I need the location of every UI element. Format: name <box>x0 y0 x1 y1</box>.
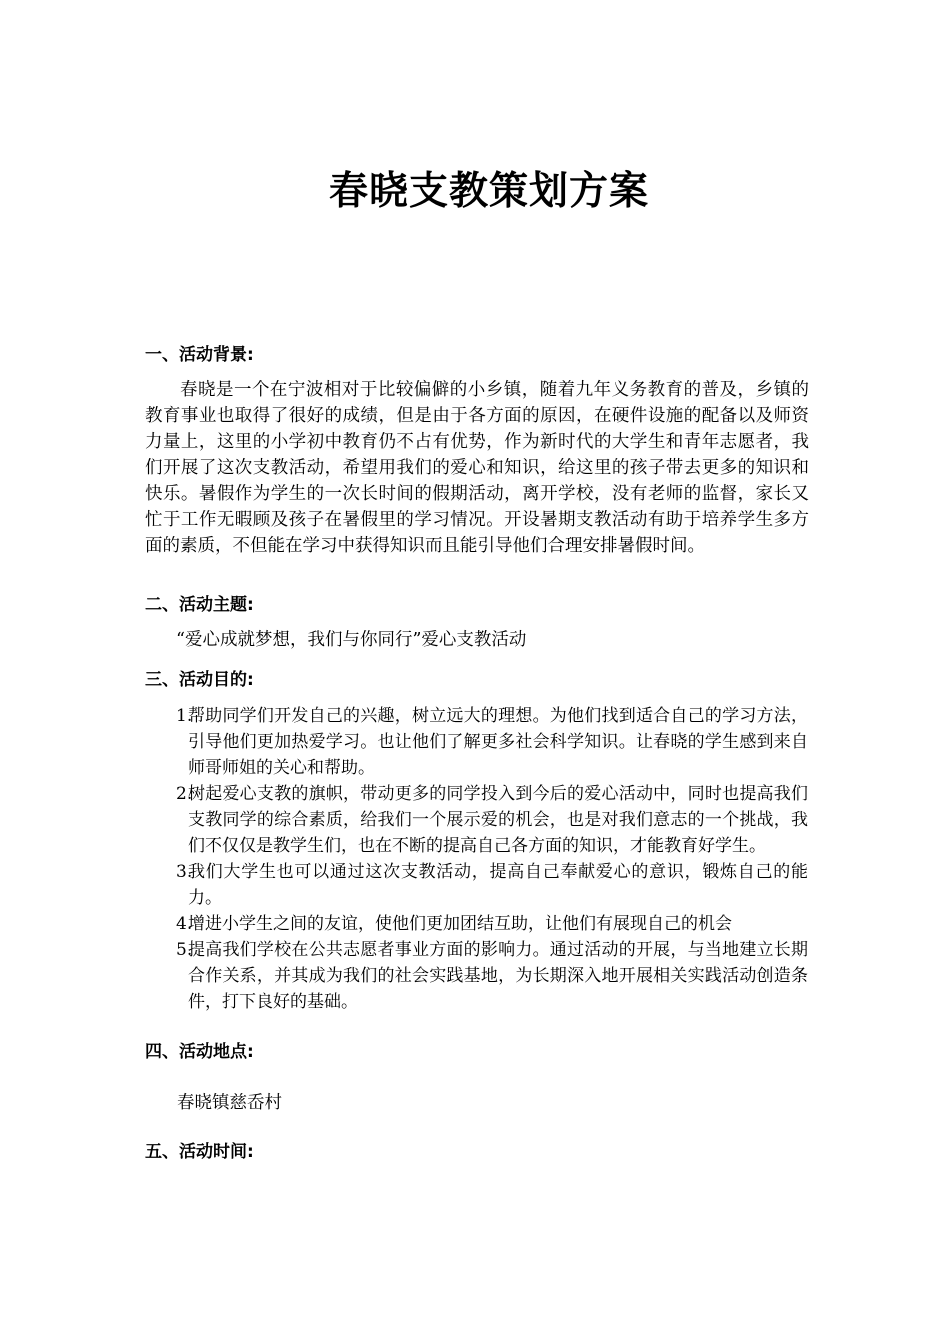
section-heading-background: 一、活动背景: <box>145 345 254 365</box>
section-body-location: 春晓镇慈岙村 <box>177 1093 282 1113</box>
list-item-text: 树起爱心支教的旗帜，带动更多的同学投入到今后的爱心活动中，同时也提高我们支教同学的综合素质，给我们一个展示爱的机会，也是对我们意志的一个挑战，我们不仅仅是教学生们，也在不断的提高自己各方面的知识，才能教育好学生。 <box>188 784 808 856</box>
section-heading-time: 五、活动时间: <box>145 1142 254 1162</box>
document-title: 春晓支教策划方案 <box>328 169 649 214</box>
list-item <box>176 703 808 781</box>
section-heading-purpose: 三、活动目的: <box>145 670 254 690</box>
list-item <box>176 859 808 911</box>
list-item-number: 5. <box>176 940 193 960</box>
list-item <box>176 937 808 1015</box>
purpose-list <box>176 703 808 1015</box>
list-item-number: 3. <box>176 862 193 882</box>
list-item-text: 增进小学生之间的友谊，使他们更加团结互助，让他们有展现自己的机会 <box>188 914 732 934</box>
section-heading-location: 四、活动地点: <box>145 1042 254 1062</box>
list-item-text: 我们大学生也可以通过这次支教活动，提高自己奉献爱心的意识，锻炼自己的能力。 <box>188 862 808 908</box>
list-item-number: 4. <box>176 914 193 934</box>
list-item-text: 帮助同学们开发自己的兴趣，树立远大的理想。为他们找到适合自己的学习方法，引导他们更加热爱学习。也让他们了解更多社会科学知识。让春晓的学生感到来自师哥师姐的关心和帮助。 <box>188 706 808 778</box>
list-item-number: 1. <box>176 706 193 726</box>
list-item-text: 提高我们学校在公共志愿者事业方面的影响力。通过活动的开展，与当地建立长期合作关系，并其成为我们的社会实践基地，为长期深入地开展相关实践活动创造条件，打下良好的基础。 <box>188 940 808 1012</box>
list-item <box>176 781 808 859</box>
list-item-number: 2. <box>176 784 193 804</box>
section-heading-theme: 二、活动主题: <box>145 595 254 615</box>
section-body-background: 春晓是一个在宁波相对于比较偏僻的小乡镇，随着九年义务教育的普及，乡镇的教育事业也取得了很好的成绩，但是由于各方面的原因，在硬件设施的配备以及师资力量上，这里的小学初中教育仍不占有优势，作为新时代的大学生和青年志愿者，我们开展了这次支教活动，希望用我们的爱心和知识，给这里的孩子带去更多的知识和快乐。暑假作为学生的一次长时间的假期活动，离开学校，没有老师的监督，家长又忙于工作无暇顾及孩子在暑假里的学习情况。开设暑期支教活动有助于培养学生多方面的素质，不但能在学习中获得知识而且能引导他们合理安排暑假时间。 <box>145 380 809 556</box>
section-body-theme: “爱心成就梦想，我们与你同行”爱心支教活动 <box>176 630 527 650</box>
list-item <box>176 911 808 937</box>
